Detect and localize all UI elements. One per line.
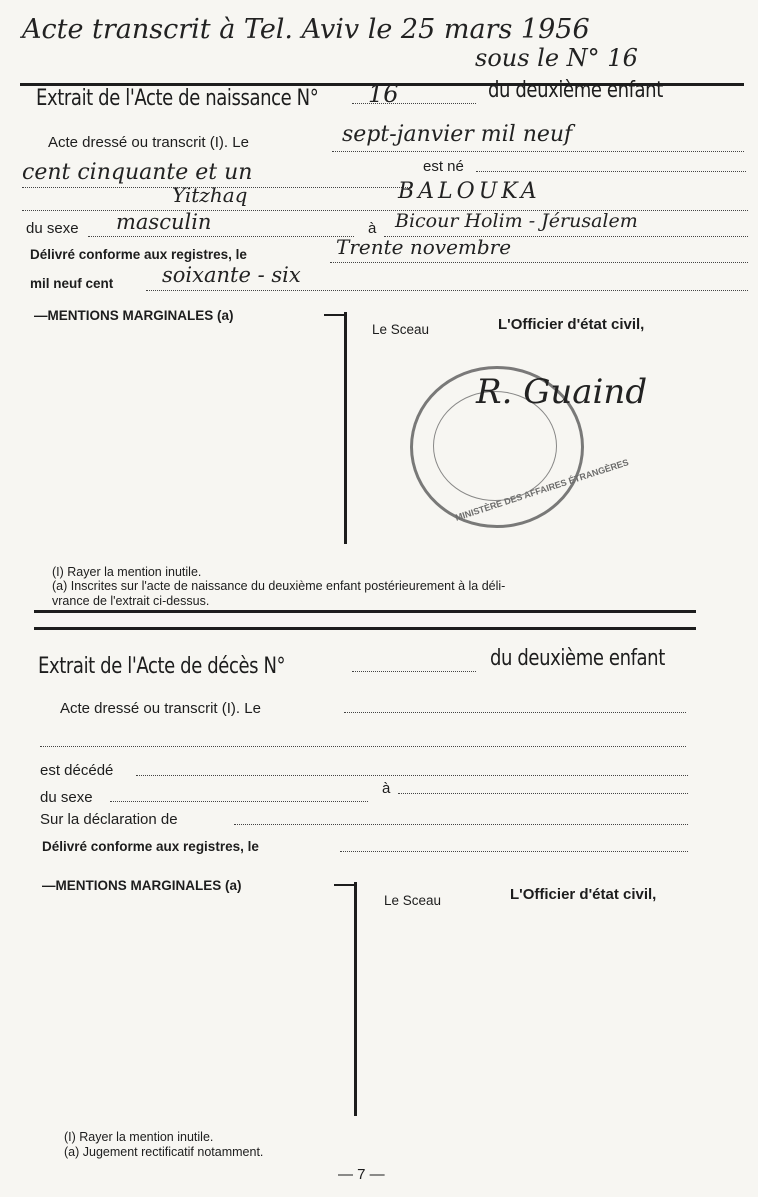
birth-officer-label: L'Officier d'état civil, (498, 316, 645, 333)
birth-date-line-1 (332, 151, 744, 152)
child-last-name: BALOUKA (398, 179, 541, 204)
death-date-line-1 (344, 712, 686, 713)
birth-number: 16 (368, 80, 399, 108)
birth-date-hand-1: sept-janvier mil neuf (342, 122, 573, 147)
born-label: est né (423, 158, 464, 175)
birth-sex-line (88, 236, 354, 237)
birth-delivered-hand: Trente novembre (336, 235, 512, 259)
birth-sex-label: du sexe (26, 220, 79, 237)
birth-extract-title-suffix: du deuxième enfant (488, 78, 663, 103)
declaration-label: Sur la déclaration de (40, 811, 178, 828)
death-seal-label: Le Sceau (384, 893, 442, 908)
birth-note-3: vrance de l'extrait ci-dessus. (52, 594, 210, 608)
birth-delivered-line (330, 262, 748, 263)
birth-extract-title: Extrait de l'Acte de naissance N° (36, 86, 319, 111)
birth-mentions-tick (324, 314, 344, 316)
death-date-line-2 (40, 746, 686, 747)
page-number: — 7 — (338, 1166, 385, 1183)
birth-note-1: (I) Rayer la mention inutile. (52, 565, 202, 579)
birth-seal-label: Le Sceau (372, 322, 430, 337)
birth-date-hand-2: cent cinquante et un (22, 160, 253, 185)
birth-year-line (146, 290, 748, 291)
birth-delivered-label: Délivré conforme aux registres, le (30, 247, 247, 262)
death-note-2: (a) Jugement rectificatif notamment. (64, 1145, 264, 1159)
death-number-line (352, 671, 476, 672)
death-mentions-tick (334, 884, 354, 886)
death-mentions-divider (354, 882, 357, 1116)
death-place-sep: à (382, 780, 391, 797)
death-note-1: (I) Rayer la mention inutile. (64, 1130, 214, 1144)
death-place-line (398, 793, 688, 794)
birth-mentions-divider (344, 312, 347, 544)
birth-place-sep: à (368, 220, 377, 237)
section-separator-bottom (34, 627, 696, 630)
death-mentions-label: —MENTIONS MARGINALES (a) (42, 878, 242, 893)
death-drawn-label: Acte dressé ou transcrit (I). Le (60, 700, 261, 717)
birth-note-2: (a) Inscrites sur l'acte de naissance du deuxième enfant postérieurement à la déli- (52, 579, 506, 593)
birth-drawn-label: Acte dressé ou transcrit (I). Le (48, 134, 249, 151)
officer-signature: R. Guaind (476, 372, 648, 412)
birth-year-hand: soixante - six (162, 263, 301, 287)
handwritten-transcription-number: sous le N° 16 (475, 44, 638, 72)
death-extract-title-suffix: du deuxième enfant (490, 646, 665, 671)
death-officer-label: L'Officier d'état civil, (510, 886, 657, 903)
death-sex-label: du sexe (40, 789, 93, 806)
born-line (476, 171, 746, 172)
handwritten-transcription-note: Acte transcrit à Tel. Aviv le 25 mars 1956 (22, 14, 590, 45)
stamp-text: MINISTÈRE DES AFFAIRES ÉTRANGÈRES (453, 457, 630, 523)
child-first-name: Yitzhaq (172, 183, 248, 207)
died-line (136, 775, 688, 776)
birth-place-value: Bicour Holim - Jérusalem (395, 210, 638, 232)
death-delivered-label: Délivré conforme aux registres, le (42, 839, 259, 854)
birth-mentions-label: —MENTIONS MARGINALES (a) (34, 308, 234, 323)
died-label: est décédé (40, 762, 114, 779)
death-delivered-line (340, 851, 688, 852)
birth-year-label: mil neuf cent (30, 276, 114, 291)
death-extract-title: Extrait de l'Acte de décès N° (38, 654, 286, 679)
birth-sex-value: masculin (116, 210, 212, 234)
declaration-line (234, 824, 688, 825)
death-sex-line (110, 801, 368, 802)
section-separator-top (34, 610, 696, 613)
